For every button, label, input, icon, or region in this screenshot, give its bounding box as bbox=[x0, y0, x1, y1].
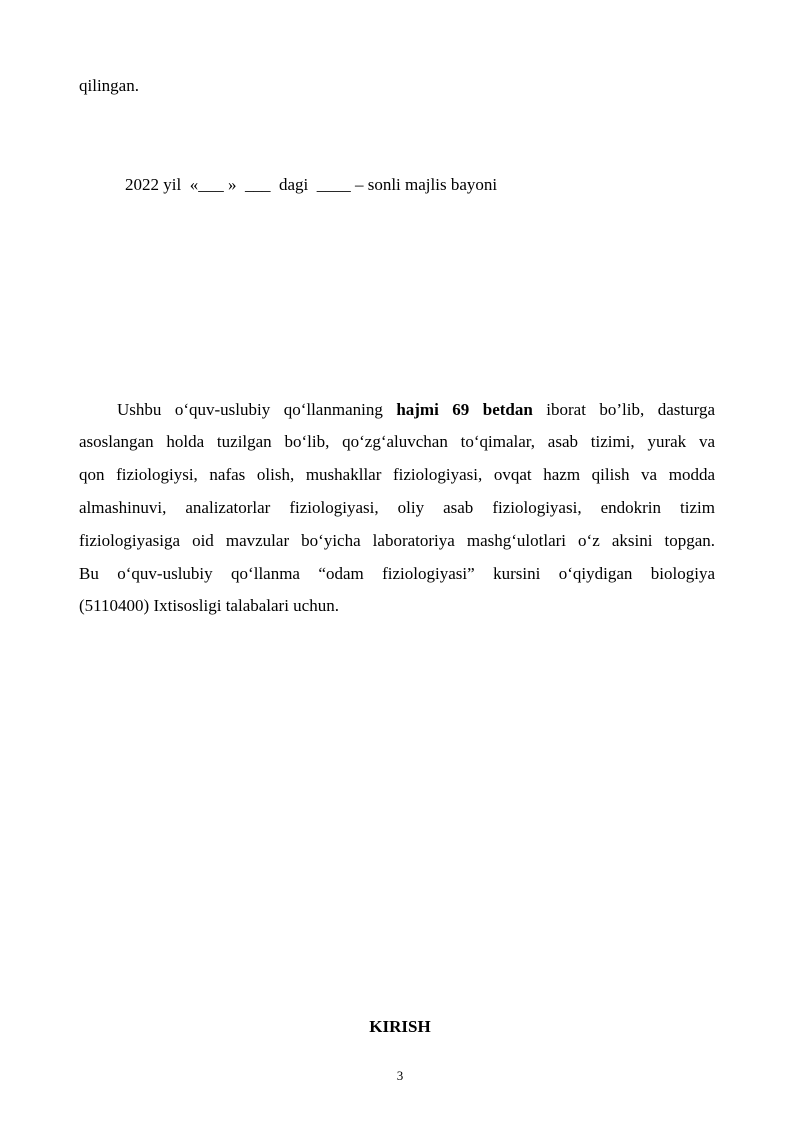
paragraph-text: Ushbu o‘quv-uslubiy qo‘llanmaning bbox=[117, 400, 397, 419]
paragraph-line-4: almashinuvi, analizatorlar fiziologiyasi, oliy asab fiziologiyasi, endokrin tizim bbox=[79, 498, 715, 517]
paragraph-text: iborat bo’lib, dasturga bbox=[532, 400, 715, 419]
page-count-bold: hajmi 69 betdan bbox=[396, 400, 533, 419]
page-number: 3 bbox=[396, 1068, 404, 1083]
meeting-line: 2022 yil «___ » ___ dagi ____ – sonli majlis bayoni bbox=[125, 175, 498, 194]
paragraph-line-6: Bu o‘quv-uslubiy qo‘llanma “odam fiziologiyasi” kursini o‘qiydigan biologiya bbox=[79, 564, 715, 583]
paragraph-line-1 bbox=[79, 399, 715, 421]
paragraph-line-7: (5110400) Ixtisosligi talabalari uchun. bbox=[79, 596, 339, 615]
top-fragment: qilingan. bbox=[79, 76, 139, 95]
paragraph-line-3: qon fiziologiysi, nafas olish, mushakllar fiziologiyasi, ovqat hazm qilish va modda bbox=[79, 465, 715, 484]
paragraph-line-5: fiziologiyasiga oid mavzular bo‘yicha laboratoriya mashg‘ulotlari o‘z aksini topgan. bbox=[79, 531, 715, 550]
paragraph-line-2: asoslangan holda tuzilgan bo‘lib, qo‘zg‘aluvchan to‘qimalar, asab tizimi, yurak va bbox=[79, 432, 715, 451]
section-title: KIRISH bbox=[369, 1017, 431, 1036]
